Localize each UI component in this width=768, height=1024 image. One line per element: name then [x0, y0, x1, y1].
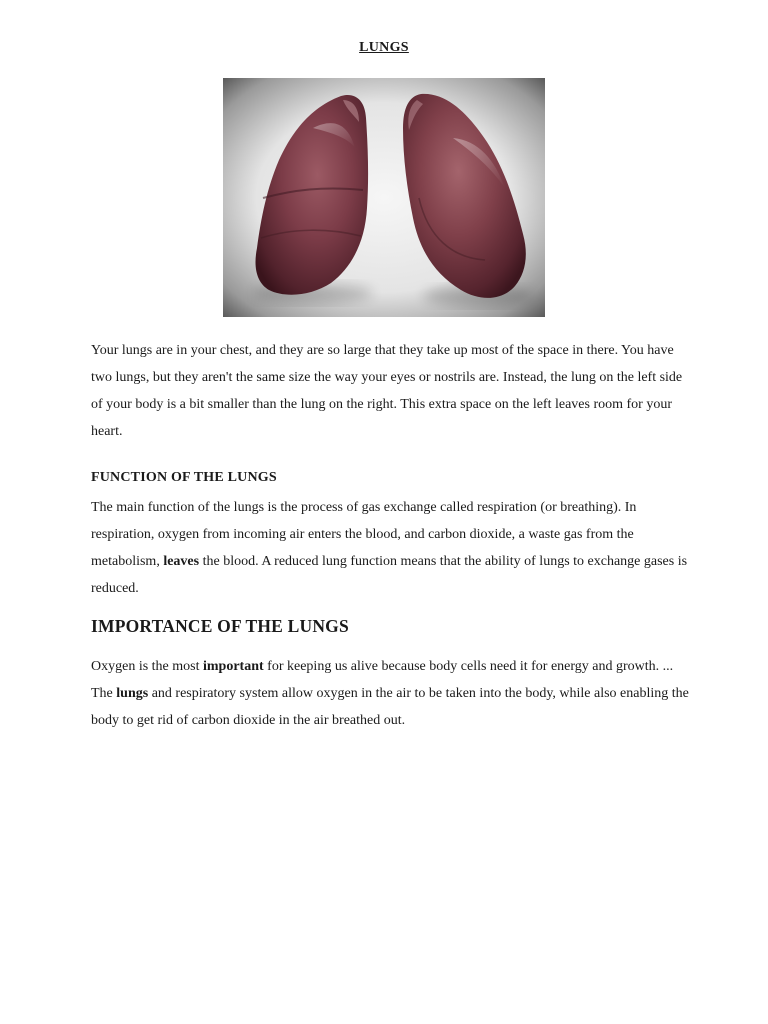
importance-text-2: for keeping us alive because body cells need it for energy and growth. ... The	[91, 659, 674, 701]
importance-bold-lungs: lungs	[116, 686, 149, 701]
importance-text-3: and respiratory system allow oxygen in the air to be taken into the body, while also enabling the body to get rid of carbon dioxide in the air breathed out.	[91, 686, 689, 728]
function-paragraph	[91, 494, 691, 602]
function-text-1: The main function of the lungs is the process of gas exchange called respiration (or breathing). In respiration, oxygen from incoming air enters the blood, and carbon dioxide, a waste gas from the metabolism,	[91, 500, 637, 569]
document-title: LUNGS	[359, 40, 409, 55]
function-text-2: the blood. A reduced lung function means that the ability of lungs to exchange gases is reduced.	[91, 554, 688, 596]
intro-paragraph: Your lungs are in your chest, and they are so large that they take up most of the space in there. You have two lungs, but they aren't the same size the way your eyes or nostrils are. Instead, the lung on the left side of your body is a bit smaller than the lung on the right. This extra space on the left leaves room for your heart.	[91, 343, 683, 439]
importance-paragraph	[91, 653, 691, 734]
function-bold-leaves: leaves	[163, 554, 200, 569]
lungs-image	[223, 78, 545, 317]
importance-heading: IMPORTANCE OF THE LUNGS	[91, 616, 349, 636]
importance-text-1: Oxygen is the most	[91, 659, 203, 674]
importance-bold-important: important	[203, 659, 264, 674]
function-heading: FUNCTION OF THE LUNGS	[91, 470, 277, 485]
